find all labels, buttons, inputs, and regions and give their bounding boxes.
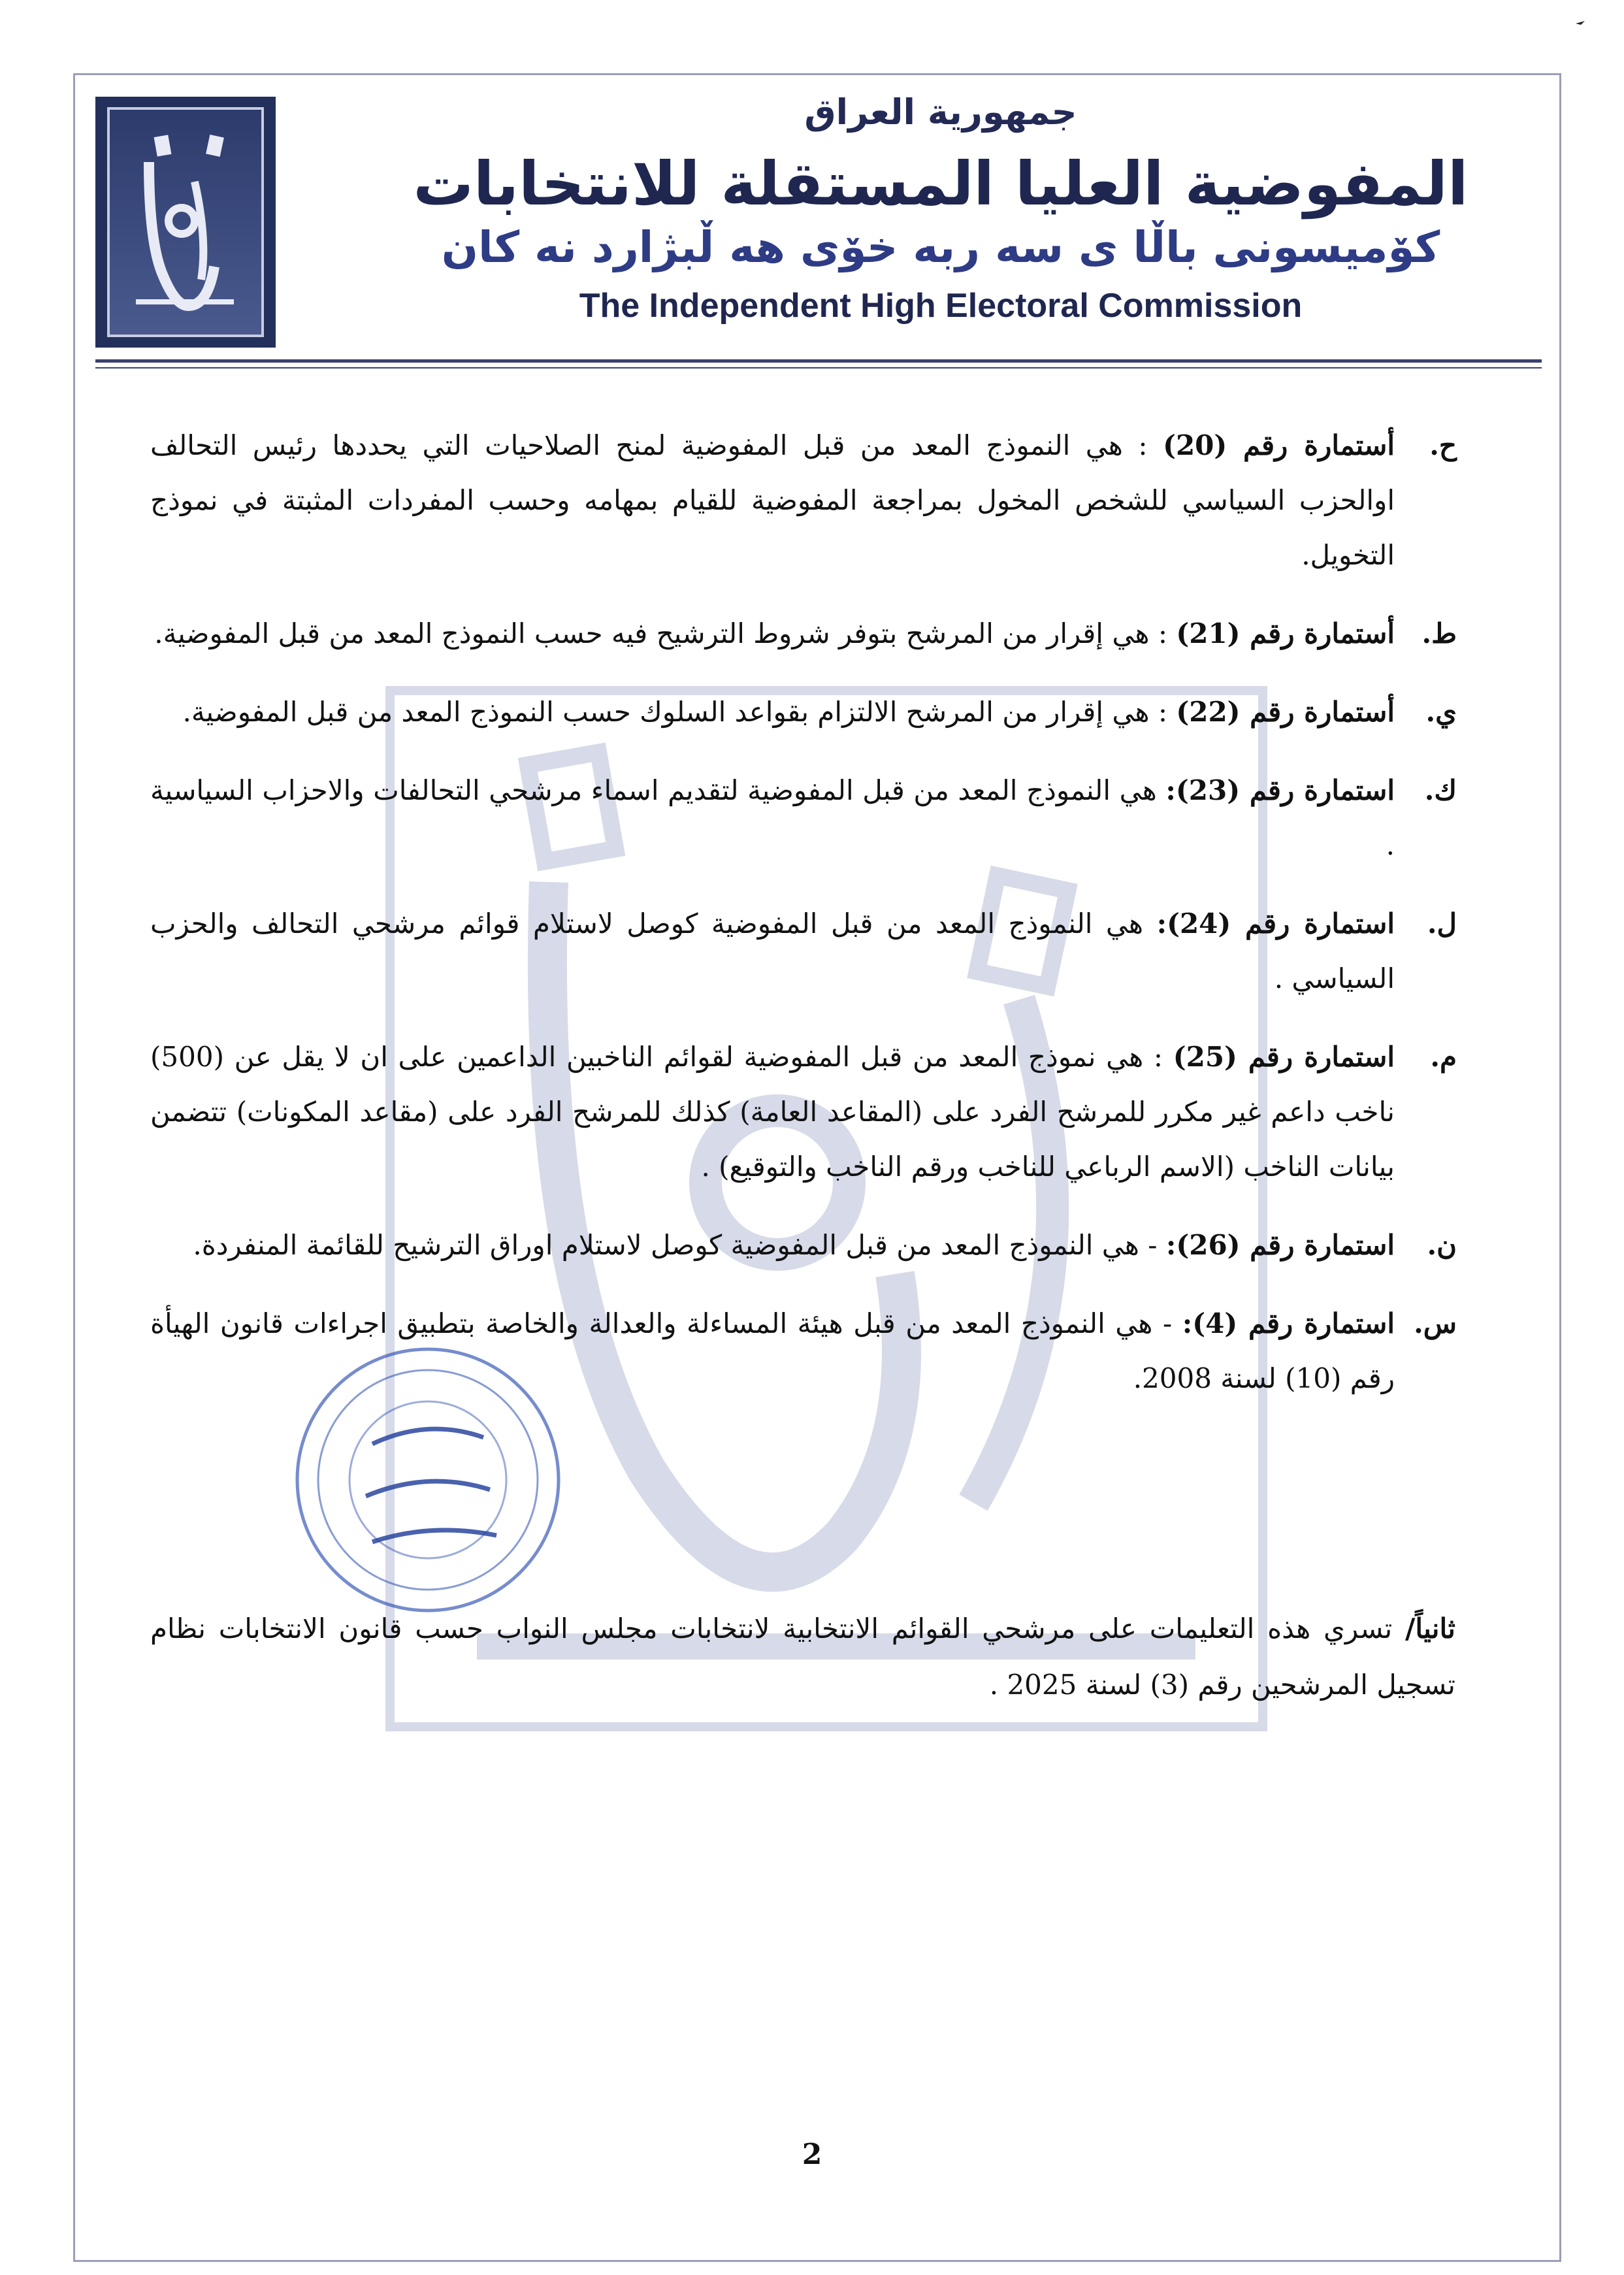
- commission-name-kurdish: كۆميسونی باڵا ی سه ربه خۆی هه ڵبژارد نه كان: [441, 222, 1440, 272]
- form-description: - هي النموذج المعد من قبل المفوضية كوصل لاستلام اوراق الترشيح للقائمة المنفردة.: [193, 1229, 1166, 1261]
- logo-inner-frame: [107, 107, 264, 337]
- item-marker: ل.: [1427, 908, 1457, 940]
- page-number: 2: [802, 2138, 822, 2171]
- item-marker: س.: [1414, 1307, 1457, 1339]
- list-item: [150, 1030, 1457, 1194]
- item-marker: ك.: [1424, 774, 1457, 806]
- form-description: : هي النموذج المعد من قبل المفوضية لمنح الصلاحيات التي يحددها رئيس التحالف اوالحزب السياسي للشخص المخول بمراجعة المفوضية للقيام بمهامه وحسب المفردات المثبتة في نموذج التخويل.: [150, 429, 1395, 571]
- list-item: [150, 606, 1457, 661]
- item-marker: م.: [1430, 1041, 1457, 1073]
- form-label: استمارة رقم (25): [1173, 1041, 1395, 1073]
- form-description: هي النموذج المعد من قبل المفوضية كوصل لاستلام قوائم مرشحي التحالف والحزب السياسي .: [150, 908, 1395, 994]
- form-label: استمارة رقم (23):: [1165, 774, 1395, 806]
- form-label: أستمارة رقم (22): [1176, 696, 1395, 728]
- item-marker: ن.: [1427, 1229, 1457, 1261]
- header-rule-thin: [95, 367, 1542, 368]
- commission-logo: [95, 97, 276, 348]
- commission-name-english: The Independent High Electoral Commission: [579, 287, 1303, 325]
- list-item: [150, 763, 1457, 873]
- form-description: : هي إقرار من المرشح الالتزام بقواعد السلوك حسب النموذج المعد من قبل المفوضية.: [182, 696, 1177, 728]
- secondly-text: تسري هذه التعليمات على مرشحي القوائم الانتخابية لانتخابات مجلس النواب حسب قانون الانتخابات نظام تسجيل المرشحين رقم (3) لسنة 2025 .: [150, 1612, 1455, 1701]
- form-definitions-list: [150, 418, 1457, 1430]
- form-description: هي النموذج المعد من قبل المفوضية لتقديم اسماء مرشحي التحالفات والاحزاب السياسية .: [150, 774, 1395, 861]
- list-item: [150, 1218, 1457, 1273]
- form-description: : هي إقرار من المرشح بتوفر شروط الترشيح فيه حسب النموذج المعد من قبل المفوضية.: [154, 617, 1177, 649]
- list-item: [150, 896, 1457, 1006]
- item-marker: ي.: [1425, 696, 1457, 728]
- form-label: أستمارة رقم (21): [1176, 617, 1395, 649]
- header-rule-thick: [95, 359, 1542, 363]
- form-label: استمارة رقم (24):: [1156, 908, 1395, 940]
- secondly-paragraph: [150, 1601, 1455, 1713]
- list-item: [150, 418, 1457, 583]
- form-label: استمارة رقم (26):: [1165, 1229, 1395, 1261]
- secondly-label: ثانياً/: [1405, 1612, 1455, 1645]
- form-description: : هي نموذج المعد من قبل المفوضية لقوائم الناخبين الداعمين على ان لا يقل عن (500) ناخب داعم غير مكرر للمرشح الفرد على (المقاعد العامة) كذلك للمرشح الفرد على (مقاعد المكونات) تتضمن بيانات الناخب (الاسم الرباعي للناخب ورقم الناخب والتوقيع) .: [150, 1041, 1395, 1183]
- form-label: أستمارة رقم (20): [1163, 429, 1395, 461]
- country-name: جمهورية العراق: [804, 91, 1077, 133]
- logo-voter-figure-icon: [110, 110, 261, 335]
- commission-name-arabic: المفوضية العليا المستقلة للانتخابات: [413, 149, 1469, 219]
- form-label: استمارة رقم (4):: [1182, 1307, 1395, 1339]
- item-marker: ح.: [1429, 429, 1457, 461]
- list-item: [150, 1296, 1457, 1406]
- item-marker: ط.: [1421, 617, 1457, 649]
- corner-mark: [1574, 20, 1587, 30]
- list-item: [150, 685, 1457, 740]
- form-description: - هي النموذج المعد من قبل هيئة المساءلة والعدالة والخاصة بتطبيق اجراءات قانون الهيأة رقم (10) لسنة 2008.: [150, 1307, 1395, 1394]
